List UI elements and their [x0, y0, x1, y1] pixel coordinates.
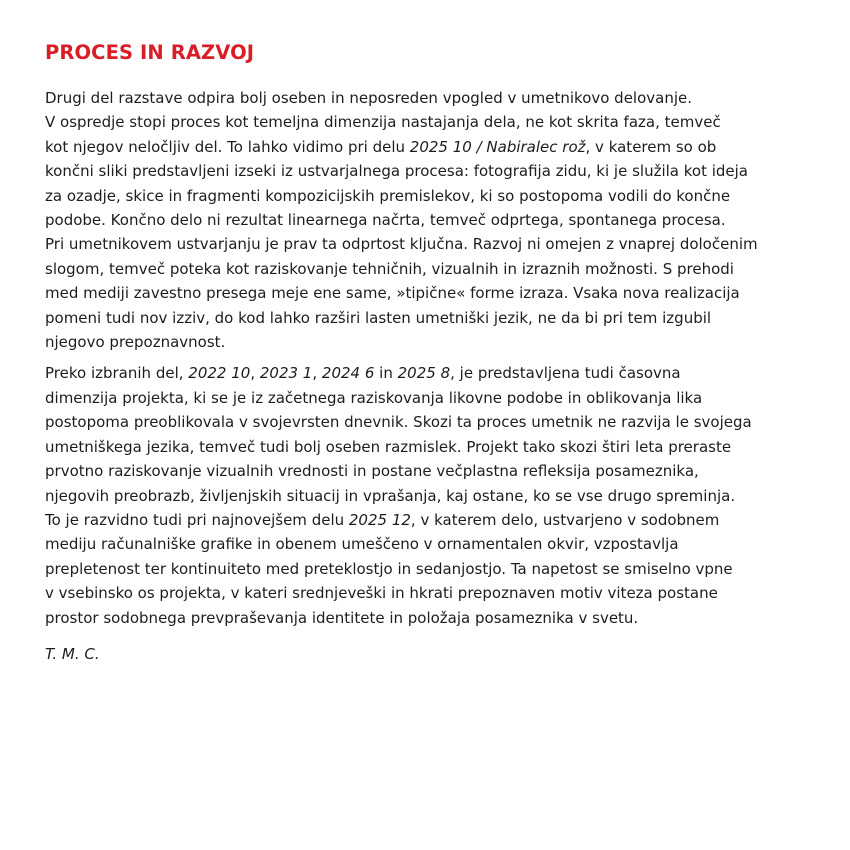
- text-run: slogom, temveč poteka kot raziskovanje tehničnih, vizualnih in izraznih možnosti. S prehodi: [45, 259, 734, 278]
- text-run: podobe. Končno delo ni rezultat linearnega načrta, temveč odprtega, spontanega procesa.: [45, 211, 726, 230]
- author-signature: T. M. C.: [45, 644, 100, 663]
- artwork-title: 2025 12: [348, 510, 411, 529]
- text-line: [45, 484, 825, 508]
- text-run: za ozadje, skice in fragmenti kompozicijskih premislekov, ki so postopoma vodili do končne: [45, 186, 731, 205]
- text-line: [45, 410, 825, 434]
- text-run: končni sliki predstavljeni izseki iz ustvarjalnega procesa: fotografija zidu, ki je služila kot ideja: [45, 162, 748, 181]
- text-line: [45, 257, 825, 281]
- text-line: [45, 306, 825, 330]
- text-line: [45, 330, 825, 354]
- artwork-title: 2022 10: [188, 364, 251, 383]
- text-run: postopoma preoblikovala v svojevrsten dnevnik. Skozi ta proces umetnik ne razvija le svojega: [45, 413, 752, 432]
- text-run: To je razvidno tudi pri najnovejšem delu: [45, 510, 349, 529]
- text-run: ,: [312, 364, 322, 383]
- text-line: [45, 386, 825, 410]
- text-run: , v katerem so ob: [585, 137, 717, 156]
- text-line: [45, 184, 825, 208]
- paragraph: [45, 361, 825, 629]
- text-run: Pri umetnikovem ustvarjanju je prav ta odprtost ključna. Razvoj ni omejen z vnaprej določenim: [45, 235, 758, 254]
- text-line: [45, 508, 825, 532]
- text-line: [45, 86, 825, 110]
- text-line: [45, 159, 825, 183]
- text-run: ,: [250, 364, 260, 383]
- text-run: njegovih preobrazb, življenjskih situacij in vprašanja, kaj ostane, ko se vse drugo spreminja.: [45, 486, 736, 505]
- text-line: [45, 361, 825, 385]
- text-run: V ospredje stopi proces kot temeljna dimenzija nastajanja dela, ne kot skrita faza, temveč: [45, 113, 721, 132]
- artwork-title: 2025 8: [397, 364, 451, 383]
- text-line: [45, 557, 825, 581]
- text-run: pomeni tudi nov izziv, do kod lahko razširi lasten umetniški jezik, ne da bi pri tem izgubil: [45, 308, 712, 327]
- text-run: dimenzija projekta, ki se je iz začetnega raziskovanja likovne podobe in oblikovanja lika: [45, 388, 703, 407]
- text-run: mediju računalniške grafike in obenem umeščeno v ornamentalen okvir, vzpostavlja: [45, 535, 679, 554]
- text-line: [45, 532, 825, 556]
- text-run: , je predstavljena tudi časovna: [450, 364, 681, 383]
- text-line: [45, 606, 825, 630]
- text-run: prvotno raziskovanje vizualnih vrednosti in postane večplastna refleksija posameznika,: [45, 462, 699, 481]
- text-run: prepletenost ter kontinuiteto med preteklostjo in sedanjostjo. Ta napetost se smiselno vpne: [45, 559, 733, 578]
- paragraph: [45, 86, 825, 354]
- text-line: [45, 232, 825, 256]
- text-line: [45, 581, 825, 605]
- text-line: [45, 110, 825, 134]
- text-run: njegovo prepoznavnost.: [45, 333, 226, 352]
- text-run: in: [374, 364, 398, 383]
- text-line: [45, 459, 825, 483]
- text-run: med mediji zavestno presega meje ene same, »tipične« forme izraza. Vsaka nova realizacija: [45, 284, 740, 303]
- text-run: umetniškega jezika, temveč tudi bolj oseben razmislek. Projekt tako skozi štiri leta preraste: [45, 437, 732, 456]
- text-run: , v katerem delo, ustvarjeno v sodobnem: [410, 510, 720, 529]
- text-line: [45, 208, 825, 232]
- artwork-title: 2023 1: [259, 364, 313, 383]
- text-run: kot njegov neločljiv del. To lahko vidimo pri delu: [45, 137, 410, 156]
- article-body: [45, 86, 825, 666]
- text-run: v vsebinsko os projekta, v kateri srednjeveški in hkrati prepoznaven motiv viteza postane: [45, 584, 718, 603]
- text-run: prostor sodobnega prevpraševanja identitete in položaja posameznika v svetu.: [45, 608, 639, 627]
- text-line: [45, 435, 825, 459]
- text-run: Drugi del razstave odpira bolj oseben in neposreden vpogled v umetnikovo delovanje.: [45, 89, 693, 107]
- page-title: PROCES IN RAZVOJ: [45, 41, 255, 64]
- text-line: [45, 281, 825, 305]
- text-line: [45, 135, 825, 159]
- artwork-title: 2025 10 / Nabiralec rož: [409, 137, 586, 156]
- text-run: Preko izbranih del,: [45, 364, 189, 383]
- artwork-title: 2024 6: [321, 364, 375, 383]
